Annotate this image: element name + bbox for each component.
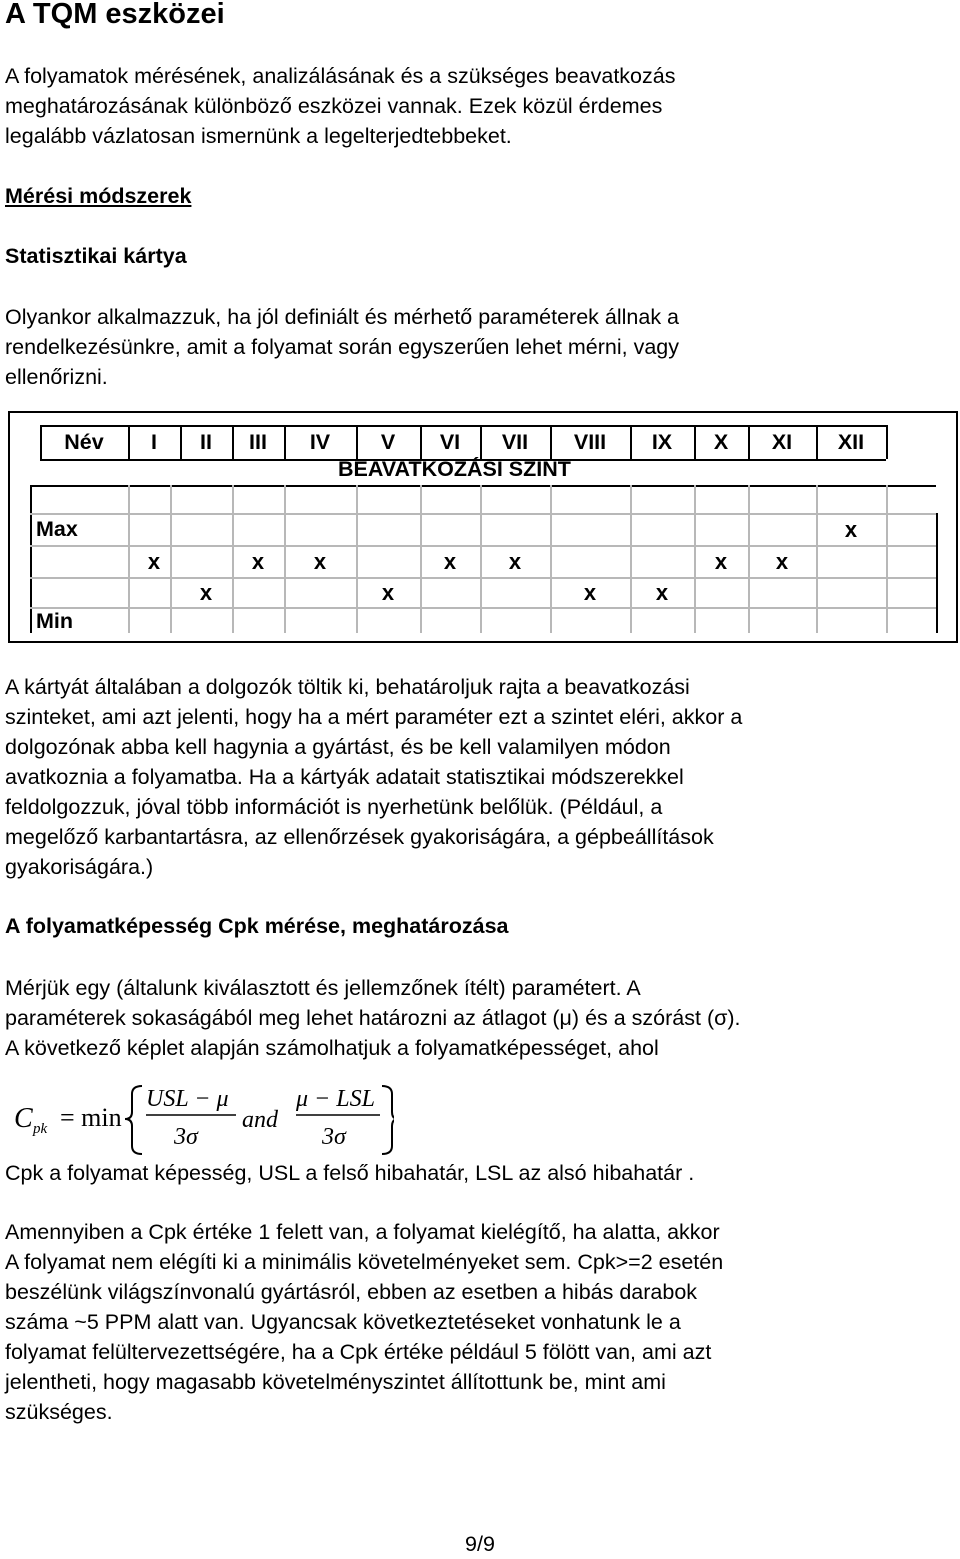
grid-column-line <box>420 485 422 633</box>
grid-row-line <box>30 607 936 609</box>
formula-den2: 3σ <box>322 1124 346 1150</box>
grid-column-line <box>480 485 482 633</box>
cpk-definition: Cpk a folyamat képesség, USL a felső hibahatár, LSL az alsó hibahatár . <box>5 1161 695 1185</box>
chart-point-mark: x <box>443 549 457 574</box>
chart-point-mark: x <box>508 549 522 574</box>
chart-name-label: Név <box>64 429 104 454</box>
column-header: VI <box>439 429 461 454</box>
column-header: VII <box>501 429 529 454</box>
page-number: 9/9 <box>465 1532 495 1556</box>
chart-point-mark: x <box>714 549 728 574</box>
grid-column-line <box>356 485 358 633</box>
cpk-evaluation-paragraph: Amennyiben a Cpk értéke 1 felett van, a folyamat kielégítő, ha alatta, akkor A folyamat nem elégíti ki a minimális követelményeket sem. Cpk>=2 esetén beszélünk világszínvonalú gyártásról, ebben az esetben a hibás darabok száma ~5 PPM alatt van. Ugyancsak következtetéseket vonhatunk le a folyamat felültervezettségére, ha a Cpk értéke például 5 fölött van, ami azt jelentheti, hogy magasabb követelményszintet állítottunk be, mint ami szükséges. <box>5 1220 724 1424</box>
header-divider <box>886 425 888 459</box>
grid-column-line <box>630 485 632 633</box>
column-header: III <box>249 429 267 454</box>
chart-point-mark: x <box>313 549 327 574</box>
grid-column-line <box>550 485 552 633</box>
chart-point-mark: x <box>583 580 597 605</box>
grid-column-line <box>886 485 888 633</box>
grid-left-line <box>30 485 32 633</box>
grid-row-line <box>30 545 936 547</box>
intro-paragraph: A folyamatok mérésének, analizálásának és a szükséges beavatkozás meghatározásának különböző eszközei vannak. Ezek közül érdemes legalább vázlatosan ismernünk a legelterjedtebbeket. <box>5 64 676 148</box>
chart-point-mark: x <box>251 549 265 574</box>
grid-row-line <box>30 513 936 515</box>
left-brace-icon <box>125 1086 142 1154</box>
cpk-intro-paragraph: Mérjük egy (általunk kiválasztott és jellemzőnek ítélt) paramétert. A paraméterek sokaságából meg lehet határozni az átlagot (μ) és a szórást (σ). A következő képlet alapján számolhatjuk a folyamatképességet, ahol <box>5 976 741 1060</box>
formula-den1: 3σ <box>174 1124 198 1150</box>
grid-right-line <box>936 513 938 633</box>
grid-column-line <box>232 485 234 633</box>
page-title: A TQM eszközei <box>5 0 225 30</box>
chart-point-mark: x <box>775 549 789 574</box>
grid-column-line <box>170 485 172 633</box>
formula-eq: = min <box>60 1103 122 1132</box>
chart-point-mark: x <box>844 517 858 542</box>
chart-point-mark: x <box>381 580 395 605</box>
grid-column-line <box>748 485 750 633</box>
grid-top-line <box>30 485 936 487</box>
grid-row-line <box>30 577 936 579</box>
column-header: XII <box>837 429 865 454</box>
section-heading-cpk: A folyamatképesség Cpk mérése, meghatározása <box>5 914 509 938</box>
control-chart <box>8 411 958 643</box>
grid-column-line <box>816 485 818 633</box>
cpk-formula-graphic <box>14 1080 394 1158</box>
chart-subtitle: BEAVATKOZÁSI SZINT <box>338 457 571 481</box>
row-label-max: Max <box>36 517 78 541</box>
column-header: IV <box>309 429 331 454</box>
column-header: V <box>380 429 396 454</box>
card-description-paragraph: A kártyát általában a dolgozók töltik ki, behatároljuk rajta a beavatkozási szinteket, ami azt jelenti, hogy ha a mért paraméter ezt a szintet eléri, akkor a dolgozónak abba kell hagynia a gyártást, és be kell valamilyen módon avatkoznia a folyamatba. Ha a kártyák adatait statisztikai módszerekkel feldolgozzuk, jóval több információt is nyerhetünk belőlük. (Például, a megelőző karbantartásra, az ellenőrzések gyakoriságára, a gépbeállítások gyakoriságára.) <box>5 675 743 879</box>
column-header: IX <box>651 429 673 454</box>
row-label-min: Min <box>36 609 74 633</box>
column-header: XI <box>771 429 793 454</box>
grid-column-line <box>694 485 696 633</box>
formula-num2: μ − LSL <box>296 1086 375 1112</box>
cpk-formula <box>14 1080 394 1158</box>
formula-lhs: C <box>14 1103 33 1134</box>
card-intro-paragraph: Olyankor alkalmazzuk, ha jól definiált és mérhető paraméterek állnak a rendelkezésünkre, amit a folyamat során egyszerűen lehet mérni, vagy ellenőrizni. <box>5 305 680 389</box>
column-header: X <box>713 429 729 454</box>
chart-point-mark: x <box>655 580 669 605</box>
chart-point-mark: x <box>147 549 161 574</box>
column-header: II <box>200 429 212 454</box>
formula-and: and <box>242 1107 278 1133</box>
right-brace-icon <box>382 1086 394 1154</box>
formula-num1: USL − μ <box>146 1086 229 1112</box>
chart-point-mark: x <box>199 580 213 605</box>
grid-column-line <box>128 485 130 633</box>
formula-lhs-subscript: pk <box>33 1121 48 1137</box>
grid-column-line <box>284 485 286 633</box>
column-header: VIII <box>573 429 607 454</box>
section-heading-measurement: Mérési módszerek <box>5 184 192 208</box>
section-heading-statistical-card: Statisztikai kártya <box>5 244 187 268</box>
column-header: I <box>151 429 157 454</box>
